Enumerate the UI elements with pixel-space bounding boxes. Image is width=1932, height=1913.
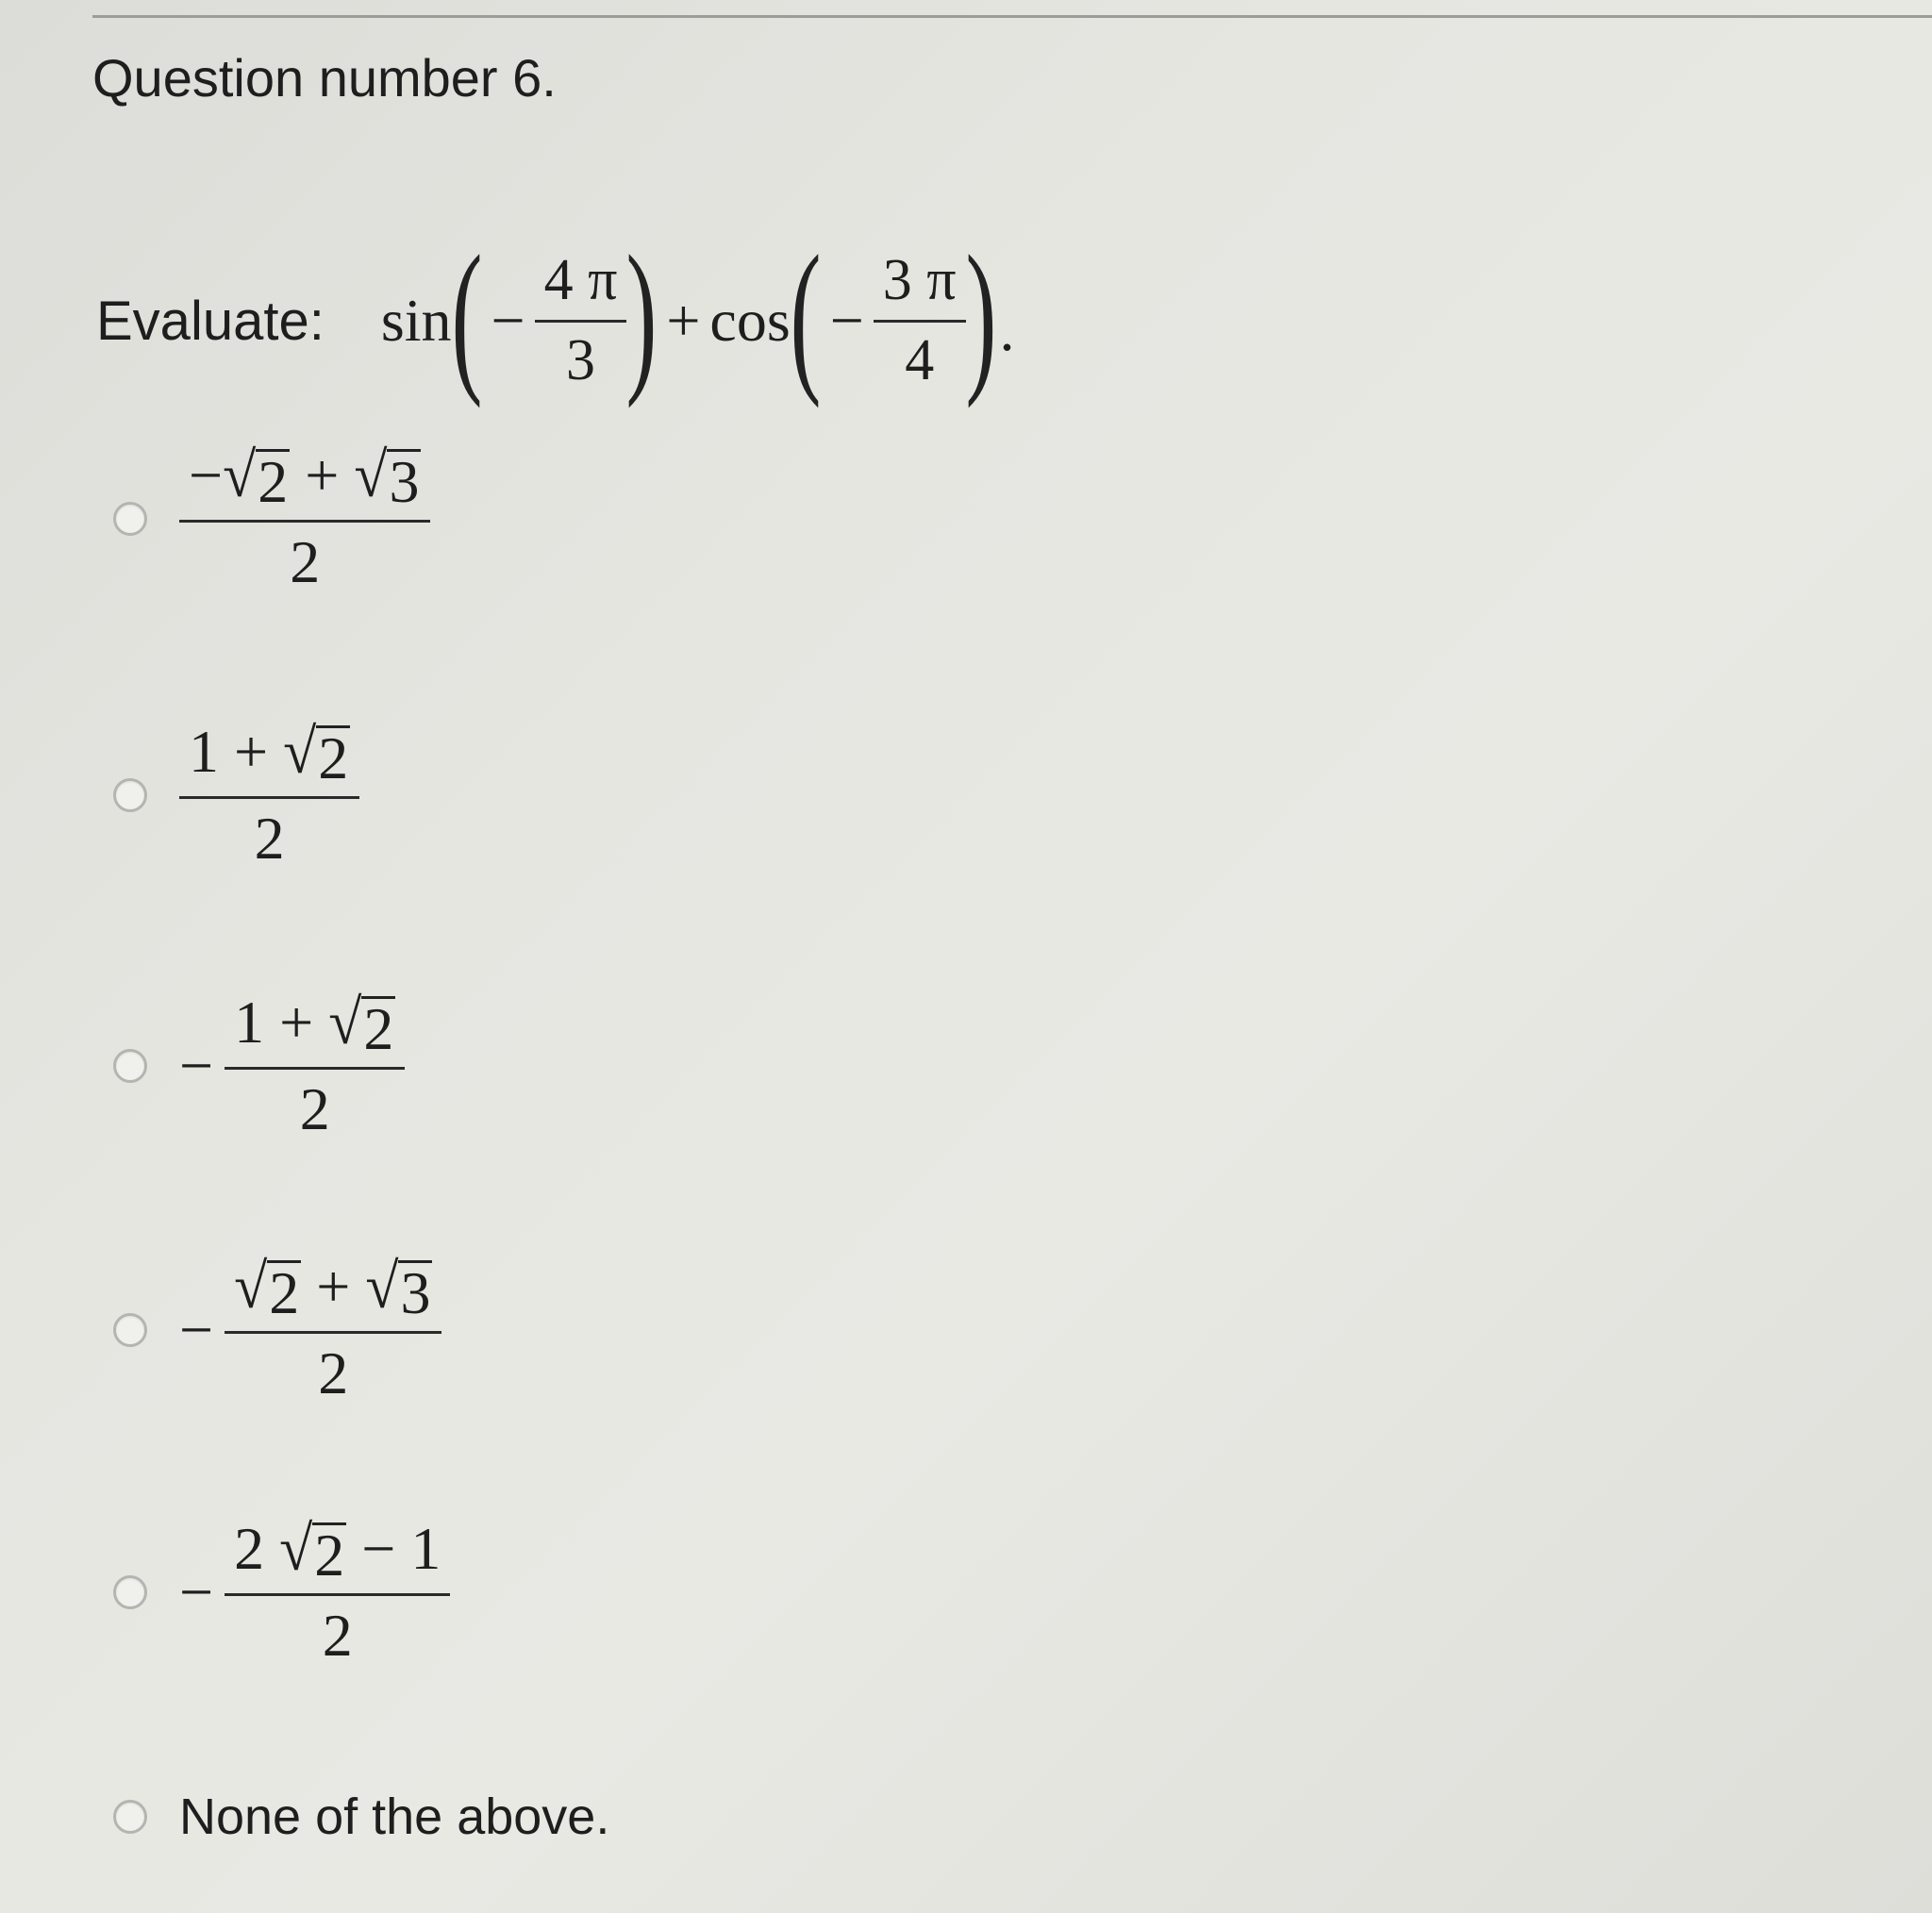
fraction-numerator bbox=[179, 716, 359, 791]
radicand: 2 bbox=[258, 448, 289, 515]
radical-sign: √ bbox=[365, 1251, 399, 1322]
right-paren: ) bbox=[625, 221, 658, 408]
sqrt-2 bbox=[328, 987, 395, 1062]
fraction-numerator bbox=[179, 440, 430, 515]
radio-button[interactable] bbox=[113, 502, 147, 536]
radio-button[interactable] bbox=[113, 1049, 147, 1083]
question-number: Question number 6. bbox=[92, 48, 557, 108]
cos-function: cos bbox=[709, 287, 791, 354]
fraction-bar bbox=[225, 1331, 441, 1334]
answer-option-5[interactable] bbox=[113, 1513, 450, 1669]
radicand: 2 bbox=[269, 1259, 300, 1326]
radicand: 2 bbox=[318, 724, 349, 791]
question-prompt bbox=[96, 221, 1015, 415]
fraction-denominator: 2 bbox=[254, 805, 285, 872]
fraction-numerator bbox=[225, 1251, 441, 1326]
option-fraction bbox=[225, 987, 405, 1142]
sqrt-2 bbox=[234, 1251, 301, 1326]
radio-button[interactable] bbox=[113, 1800, 147, 1834]
fraction-numerator: 3 π bbox=[882, 248, 957, 313]
answer-option-none[interactable] bbox=[113, 1788, 609, 1846]
radicand: 2 bbox=[314, 1522, 345, 1589]
radio-button[interactable] bbox=[113, 1575, 147, 1609]
fraction-denominator: 3 bbox=[565, 327, 595, 392]
fraction-bar bbox=[179, 520, 430, 523]
fraction-bar bbox=[225, 1067, 405, 1070]
option-fraction bbox=[225, 1513, 450, 1669]
coefficient: 2 bbox=[234, 1515, 280, 1582]
negative-sign: − bbox=[179, 1295, 214, 1363]
fraction-denominator: 2 bbox=[322, 1602, 353, 1669]
fraction-denominator: 4 bbox=[905, 327, 935, 392]
radical-sign: √ bbox=[328, 987, 362, 1057]
numerator-term: 1 + bbox=[189, 718, 284, 785]
fraction-denominator: 2 bbox=[318, 1339, 349, 1406]
radical-sign: √ bbox=[283, 716, 317, 787]
radical-sign: √ bbox=[354, 440, 388, 510]
radicand: 3 bbox=[400, 1259, 431, 1326]
plus-sign: + bbox=[666, 287, 701, 354]
prompt-label: Evaluate: bbox=[96, 290, 325, 352]
option-expression bbox=[179, 716, 359, 872]
fraction-3pi-4 bbox=[874, 250, 966, 391]
fraction-numerator bbox=[225, 1513, 450, 1589]
answer-option-3[interactable] bbox=[113, 987, 405, 1142]
minus-sign: − bbox=[189, 441, 224, 508]
sqrt-2 bbox=[283, 716, 350, 791]
fraction-bar bbox=[225, 1593, 450, 1596]
option-fraction bbox=[225, 1251, 441, 1406]
left-paren: ( bbox=[451, 221, 482, 408]
negative-sign: − bbox=[179, 1557, 214, 1625]
fraction-denominator: 2 bbox=[299, 1075, 330, 1142]
fraction-denominator: 2 bbox=[290, 528, 321, 595]
fraction-bar bbox=[535, 320, 627, 323]
fraction-numerator bbox=[225, 987, 405, 1062]
option-fraction bbox=[179, 440, 430, 595]
minus-sign: − bbox=[829, 287, 864, 354]
answer-option-2[interactable] bbox=[113, 716, 359, 872]
radical-sign: √ bbox=[279, 1513, 313, 1584]
answer-option-4[interactable] bbox=[113, 1251, 441, 1406]
option-expression bbox=[179, 440, 430, 595]
option-expression bbox=[179, 1251, 441, 1406]
plus-sign: + bbox=[290, 441, 355, 508]
fraction-4pi-3 bbox=[535, 250, 627, 391]
sqrt-2 bbox=[223, 440, 290, 515]
negative-sign: − bbox=[179, 1031, 214, 1099]
option-label: None of the above. bbox=[179, 1788, 610, 1845]
fraction-bar bbox=[179, 796, 359, 799]
top-divider bbox=[92, 15, 1932, 18]
fraction-numerator: 4 π bbox=[543, 248, 618, 313]
radical-sign: √ bbox=[223, 440, 257, 510]
option-fraction bbox=[179, 716, 359, 872]
option-expression bbox=[179, 1513, 450, 1669]
radio-button[interactable] bbox=[113, 778, 147, 812]
expression bbox=[380, 221, 1015, 408]
plus-sign: + bbox=[301, 1253, 366, 1320]
sqrt-2 bbox=[279, 1513, 346, 1589]
sin-function: sin bbox=[380, 287, 452, 354]
right-paren: ) bbox=[965, 221, 997, 408]
option-expression bbox=[179, 987, 405, 1142]
radicand: 3 bbox=[389, 448, 420, 515]
fraction-bar bbox=[874, 320, 966, 323]
radical-sign: √ bbox=[234, 1251, 268, 1322]
radio-button[interactable] bbox=[113, 1313, 147, 1347]
answer-option-1[interactable] bbox=[113, 440, 430, 595]
sqrt-3 bbox=[354, 440, 421, 515]
minus-sign: − bbox=[491, 287, 525, 354]
numerator-term: 1 + bbox=[234, 989, 329, 1056]
period: . bbox=[999, 296, 1015, 363]
minus-one: − 1 bbox=[346, 1515, 441, 1582]
left-paren: ( bbox=[790, 221, 822, 408]
sqrt-3 bbox=[365, 1251, 432, 1326]
radicand: 2 bbox=[363, 995, 394, 1062]
